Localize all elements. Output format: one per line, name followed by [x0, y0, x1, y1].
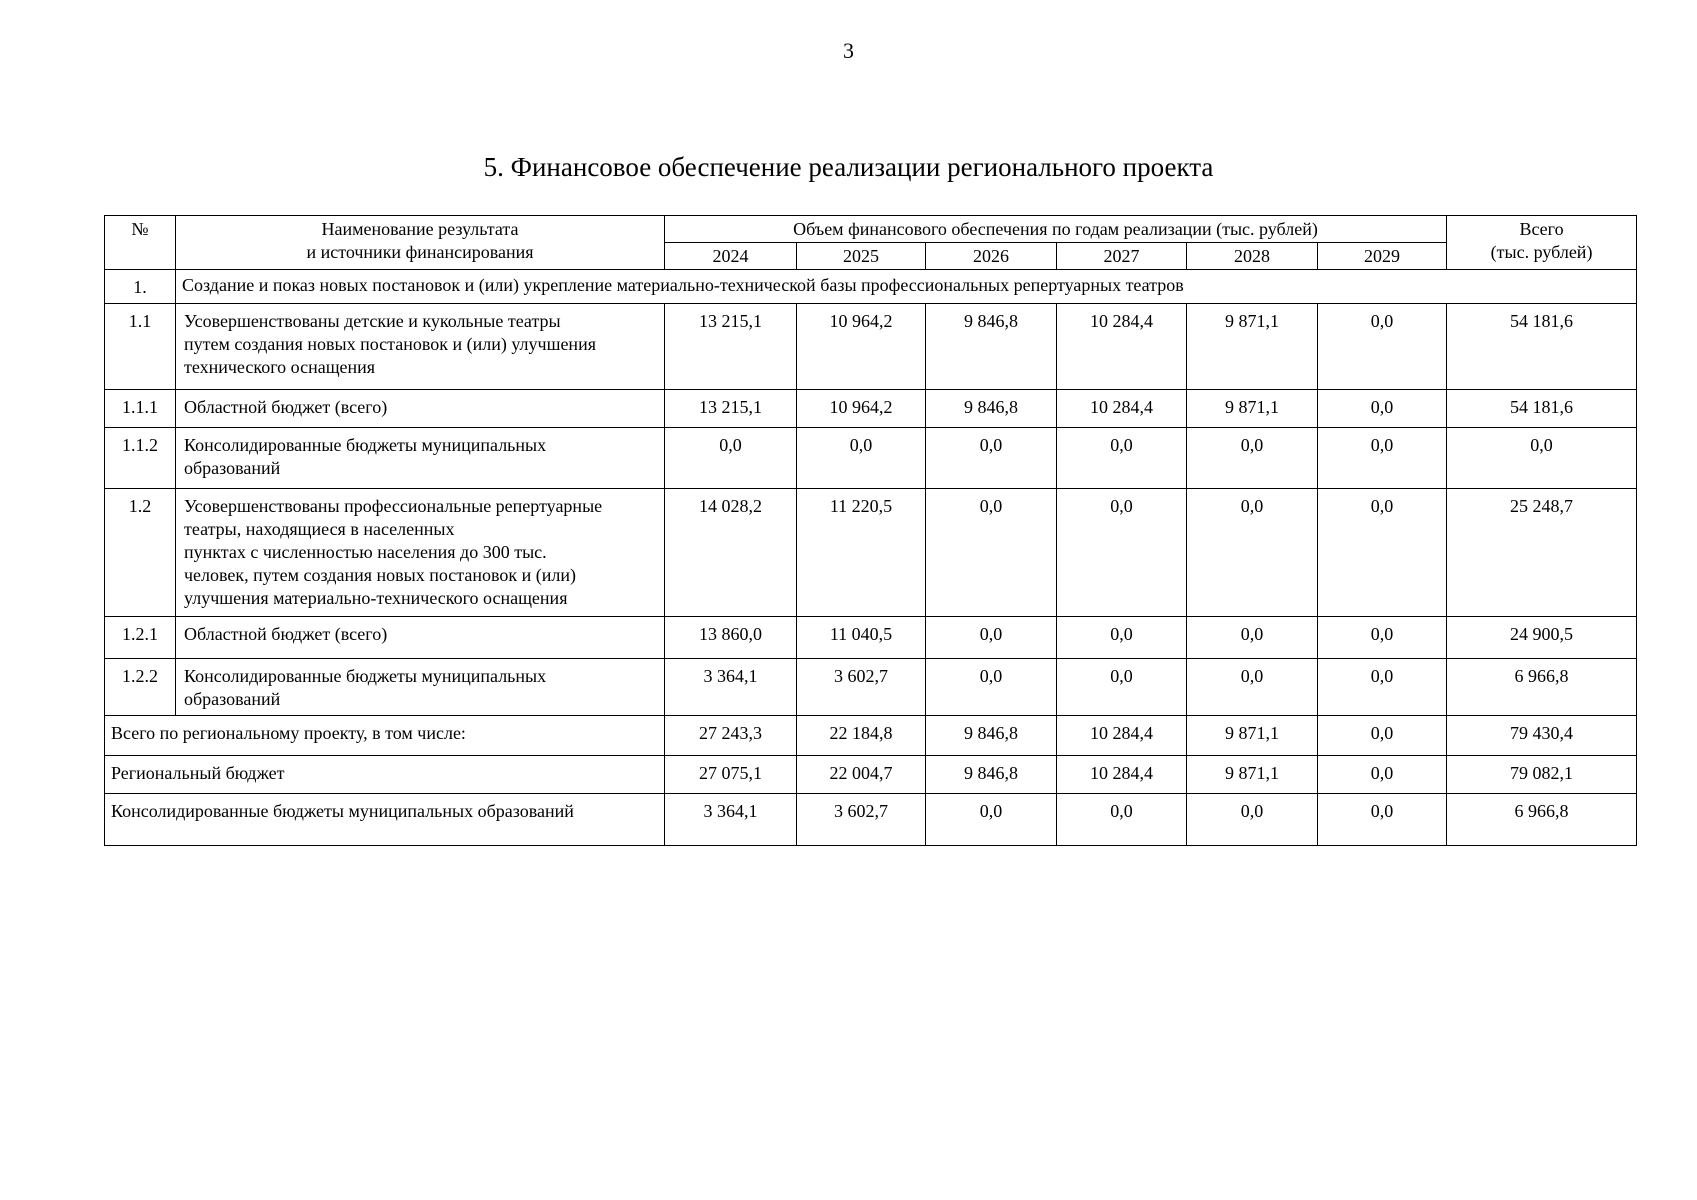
value-2024: 13 215,1	[665, 390, 797, 428]
document-title: 5. Финансовое обеспечение реализации регионального проекта	[483, 152, 1214, 182]
row-name	[176, 304, 665, 390]
value-2027: 0,0	[1057, 659, 1187, 716]
value-2025: 11 220,5	[797, 489, 926, 617]
value-2028: 0,0	[1187, 489, 1318, 617]
row-num: 1.1.2	[105, 428, 176, 489]
value-2025: 3 602,7	[797, 659, 926, 716]
header-total	[1447, 216, 1637, 270]
value-2024: 3 364,1	[665, 659, 797, 716]
value-2026: 0,0	[926, 489, 1057, 617]
value-2027: 10 284,4	[1057, 716, 1187, 756]
header-year: 2026	[926, 243, 1057, 270]
value-2024: 14 028,2	[665, 489, 797, 617]
section-num: 1.	[105, 270, 176, 304]
row-name-line: Усовершенствованы профессиональные репертуарные	[184, 496, 603, 516]
value-2028: 9 871,1	[1187, 390, 1318, 428]
row-num: 1.1	[105, 304, 176, 390]
value-total: 79 082,1	[1447, 756, 1637, 794]
row-num: 1.1.1	[105, 390, 176, 428]
section-row	[105, 270, 1637, 304]
value-2029: 0,0	[1318, 716, 1447, 756]
value-2027: 0,0	[1057, 617, 1187, 659]
value-2026: 0,0	[926, 428, 1057, 489]
table-row	[105, 428, 1637, 489]
value-2025: 10 964,2	[797, 304, 926, 390]
summary-label: Региональный бюджет	[105, 756, 665, 794]
header-name-line2: и источники финансирования	[306, 242, 534, 262]
value-total: 54 181,6	[1447, 304, 1637, 390]
section-title: Создание и показ новых постановок и (или) укрепление материально-технической базы профессиональных репертуарных театров	[176, 270, 1637, 304]
value-2026: 9 846,8	[926, 304, 1057, 390]
value-2027: 0,0	[1057, 428, 1187, 489]
value-2029: 0,0	[1318, 617, 1447, 659]
header-name	[176, 216, 665, 270]
header-year: 2029	[1318, 243, 1447, 270]
header-year: 2028	[1187, 243, 1318, 270]
value-2025: 0,0	[797, 428, 926, 489]
value-total: 0,0	[1447, 428, 1637, 489]
value-2026: 0,0	[926, 617, 1057, 659]
summary-label: Консолидированные бюджеты муниципальных образований	[105, 794, 665, 846]
value-2028: 9 871,1	[1187, 716, 1318, 756]
row-name-line: образований	[184, 689, 281, 709]
row-name	[176, 428, 665, 489]
value-2028: 0,0	[1187, 794, 1318, 846]
value-2026: 9 846,8	[926, 756, 1057, 794]
value-2026: 9 846,8	[926, 390, 1057, 428]
value-2024: 13 215,1	[665, 304, 797, 390]
row-name-line: Областной бюджет (всего)	[184, 397, 388, 417]
row-name-line: Областной бюджет (всего)	[184, 624, 388, 644]
row-name-line: пунктах с численностью населения до 300 тыс.	[184, 542, 547, 562]
row-num: 1.2	[105, 489, 176, 617]
summary-row	[105, 756, 1637, 794]
value-2027: 10 284,4	[1057, 390, 1187, 428]
value-2025: 11 040,5	[797, 617, 926, 659]
header-num: №	[105, 216, 176, 270]
value-2028: 9 871,1	[1187, 756, 1318, 794]
header-year: 2024	[665, 243, 797, 270]
header-name-line1: Наименование результата	[321, 219, 519, 239]
row-name-line: технического оснащения	[184, 357, 376, 377]
value-2028: 0,0	[1187, 428, 1318, 489]
header-year: 2027	[1057, 243, 1187, 270]
value-2027: 10 284,4	[1057, 756, 1187, 794]
value-2029: 0,0	[1318, 390, 1447, 428]
value-2029: 0,0	[1318, 756, 1447, 794]
row-name-line: Консолидированные бюджеты муниципальных	[184, 666, 547, 686]
value-2024: 3 364,1	[665, 794, 797, 846]
row-name	[176, 659, 665, 716]
value-2027: 0,0	[1057, 794, 1187, 846]
row-name-line: путем создания новых постановок и (или) улучшения	[184, 334, 596, 354]
row-name-line: Консолидированные бюджеты муниципальных	[184, 435, 547, 455]
header-total-line1: Всего	[1519, 219, 1564, 239]
value-total: 54 181,6	[1447, 390, 1637, 428]
value-total: 79 430,4	[1447, 716, 1637, 756]
value-2024: 0,0	[665, 428, 797, 489]
summary-row	[105, 716, 1637, 756]
summary-label: Всего по региональному проекту, в том числе:	[105, 716, 665, 756]
value-2029: 0,0	[1318, 659, 1447, 716]
value-2028: 9 871,1	[1187, 304, 1318, 390]
summary-row	[105, 794, 1637, 846]
value-2025: 10 964,2	[797, 390, 926, 428]
header-total-line2: (тыс. рублей)	[1490, 242, 1593, 262]
header-volume: Объем финансового обеспечения по годам реализации (тыс. рублей)	[665, 216, 1447, 243]
header-year: 2025	[797, 243, 926, 270]
value-2025: 22 184,8	[797, 716, 926, 756]
value-2025: 3 602,7	[797, 794, 926, 846]
value-total: 6 966,8	[1447, 794, 1637, 846]
value-2028: 0,0	[1187, 659, 1318, 716]
value-2029: 0,0	[1318, 489, 1447, 617]
table-row	[105, 659, 1637, 716]
value-2025: 22 004,7	[797, 756, 926, 794]
value-2024: 27 075,1	[665, 756, 797, 794]
value-total: 6 966,8	[1447, 659, 1637, 716]
row-name-line: театры, находящиеся в населенных	[184, 519, 455, 539]
table-row	[105, 304, 1637, 390]
row-name	[176, 617, 665, 659]
row-name-line: образований	[184, 458, 281, 478]
row-name	[176, 390, 665, 428]
value-total: 24 900,5	[1447, 617, 1637, 659]
row-num: 1.2.2	[105, 659, 176, 716]
table-row	[105, 390, 1637, 428]
value-2026: 0,0	[926, 659, 1057, 716]
table-header	[105, 216, 1637, 270]
value-2029: 0,0	[1318, 304, 1447, 390]
row-num: 1.2.1	[105, 617, 176, 659]
value-2026: 9 846,8	[926, 716, 1057, 756]
row-name-line: улучшения материально-технического оснащения	[184, 588, 568, 608]
value-2027: 0,0	[1057, 489, 1187, 617]
value-2029: 0,0	[1318, 794, 1447, 846]
page-number: 3	[843, 38, 854, 63]
row-name-line: Усовершенствованы детские и кукольные театры	[184, 311, 561, 331]
value-2026: 0,0	[926, 794, 1057, 846]
row-name-line: человек, путем создания новых постановок и (или)	[184, 565, 576, 585]
value-2024: 13 860,0	[665, 617, 797, 659]
value-total: 25 248,7	[1447, 489, 1637, 617]
value-2027: 10 284,4	[1057, 304, 1187, 390]
financing-table	[104, 215, 1637, 846]
table-row	[105, 617, 1637, 659]
value-2024: 27 243,3	[665, 716, 797, 756]
table-row	[105, 489, 1637, 617]
row-name	[176, 489, 665, 617]
value-2029: 0,0	[1318, 428, 1447, 489]
value-2028: 0,0	[1187, 617, 1318, 659]
